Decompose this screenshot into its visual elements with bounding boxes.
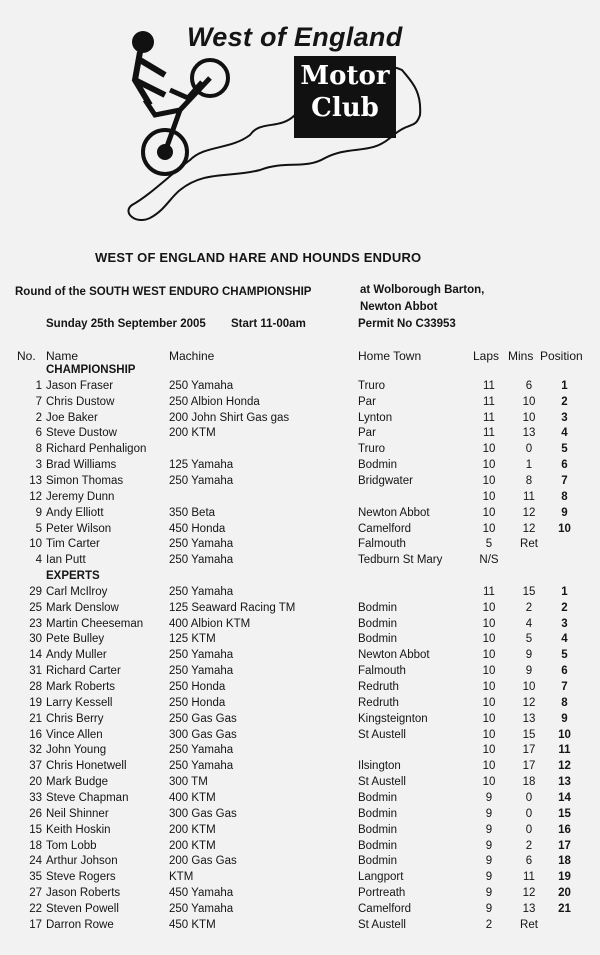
event-start: Start 11-00am (231, 318, 306, 330)
table-row (0, 475, 600, 491)
col-header-laps: Laps (473, 349, 500, 363)
rider-position: 16 (558, 823, 571, 836)
rider-machine: 350 Beta (169, 506, 216, 519)
rider-position: 2 (561, 395, 568, 408)
rider-laps: 10 (482, 522, 496, 535)
rider-machine: 200 KTM (169, 823, 216, 836)
rider-name: Steve Dustow (46, 427, 117, 440)
rider-machine: 125 Yamaha (169, 459, 234, 472)
rider-name: Richard Penhaligon (46, 443, 147, 456)
rider-mins: 18 (522, 776, 536, 789)
rider-position: 1 (561, 379, 568, 392)
rider-laps: 10 (482, 459, 496, 472)
rider-machine: 125 KTM (169, 633, 216, 646)
table-row (0, 776, 600, 792)
rider-machine: 250 Albion Honda (169, 395, 260, 408)
rider-laps: 10 (482, 506, 496, 519)
rider-home-town: Bodmin (358, 601, 397, 614)
badge-text (294, 60, 396, 124)
rider-position: 8 (561, 490, 568, 503)
table-row (0, 903, 600, 919)
table-row (0, 824, 600, 840)
rider-position: 7 (561, 681, 568, 693)
section-title: CHAMPIONSHIP (46, 364, 136, 376)
col-header-home-town: Home Town (358, 349, 422, 363)
table-row (0, 427, 600, 443)
rider-mins: 15 (522, 585, 536, 598)
rider-position: 3 (561, 411, 568, 424)
rider-name: Chris Honetwell (46, 760, 127, 773)
table-row (0, 855, 600, 871)
col-header-no: No. (17, 349, 36, 363)
rider-mins: 1 (525, 459, 533, 472)
rider-position: 5 (561, 443, 568, 456)
rider-number: 18 (29, 839, 42, 852)
rider-number: 15 (29, 823, 42, 836)
rider-mins: 0 (525, 823, 533, 836)
rider-mins: 2 (525, 839, 533, 852)
rider-machine: 250 Yamaha (169, 665, 234, 678)
table-row (0, 586, 600, 602)
rider-name: Neil Shinner (46, 807, 109, 820)
rider-mins: 17 (522, 744, 536, 757)
rider-position: 10 (558, 522, 571, 535)
rider-position: 21 (558, 902, 571, 915)
rider-machine: 250 Honda (169, 681, 226, 693)
rider-mins: 9 (525, 649, 533, 662)
rider-mins: 13 (522, 902, 536, 915)
permit-number: Permit No C33953 (358, 318, 456, 330)
rider-machine: 125 Seaward Racing TM (169, 601, 296, 614)
rider-position: 14 (558, 791, 571, 804)
rider-number: 37 (29, 760, 42, 773)
rider-machine: 250 Yamaha (169, 474, 234, 487)
badge-line-2: Club (311, 93, 379, 123)
rider-number: 2 (35, 411, 42, 424)
rider-helmet-icon (132, 31, 154, 53)
table-row (0, 459, 600, 475)
rider-home-town: Langport (358, 871, 404, 884)
rider-machine: 250 Gas Gas (169, 712, 237, 725)
rider-home-town: Bodmin (358, 807, 397, 820)
rider-home-town: Tedburn St Mary (358, 554, 443, 567)
rider-name: Larry Kessell (46, 696, 113, 709)
table-row (0, 554, 600, 570)
rider-home-town: Truro (358, 443, 386, 456)
rider-number: 35 (29, 871, 42, 884)
rider-laps: 11 (483, 379, 495, 392)
rider-number: 6 (35, 427, 42, 440)
rider-machine: 400 Albion KTM (169, 617, 251, 630)
table-row (0, 443, 600, 459)
col-header-machine: Machine (169, 349, 215, 363)
rider-name: Vince Allen (46, 728, 103, 741)
rider-laps: 10 (482, 601, 496, 614)
rider-name: Mark Denslow (46, 601, 119, 614)
rider-home-town: Bodmin (358, 633, 397, 646)
rider-name: Brad Williams (46, 459, 117, 472)
rider-name: Peter Wilson (46, 522, 112, 535)
rider-home-town: Falmouth (358, 665, 406, 678)
rider-machine: 300 Gas Gas (169, 807, 237, 820)
rider-machine: 450 Yamaha (169, 887, 234, 900)
rider-number: 19 (29, 696, 42, 709)
table-row (0, 871, 600, 887)
rider-mins: 10 (522, 411, 536, 424)
rider-mins: 12 (522, 696, 536, 709)
rider-laps: 10 (482, 490, 496, 503)
rider-number: 17 (29, 918, 42, 931)
rider-machine: 250 Yamaha (169, 379, 234, 392)
rider-mins: 15 (522, 728, 536, 741)
rider-laps: 10 (482, 744, 496, 757)
venue-line-1: at Wolborough Barton, (360, 284, 485, 296)
rider-laps: 9 (485, 839, 493, 852)
rider-position: 5 (561, 649, 568, 662)
rider-number: 24 (29, 855, 42, 868)
rider-machine: 300 Gas Gas (169, 728, 237, 741)
rider-position: 8 (561, 696, 568, 709)
rider-laps: 10 (482, 443, 496, 456)
rider-laps: 10 (482, 696, 496, 709)
rider-number: 7 (35, 395, 42, 408)
rider-position: 2 (561, 601, 568, 614)
rider-position: 17 (558, 839, 571, 852)
rider-home-town: Newton Abbot (358, 649, 430, 662)
rider-position: 10 (558, 728, 571, 741)
rider-laps: 9 (485, 791, 493, 804)
rider-laps: 10 (482, 474, 496, 487)
rider-number: 33 (29, 791, 42, 804)
rider-name: Pete Bulley (46, 633, 105, 646)
rider-laps: 9 (485, 807, 493, 820)
rider-home-town: Bodmin (358, 855, 397, 868)
rider-mins: 12 (522, 887, 536, 900)
table-row (0, 380, 600, 396)
rider-position: 20 (558, 887, 571, 900)
rider-position: 13 (558, 776, 571, 789)
rider-home-town: Bodmin (358, 791, 397, 804)
rider-laps: 10 (482, 728, 496, 741)
rider-home-town: Portreath (358, 887, 406, 900)
event-date: Sunday 25th September 2005 (46, 318, 206, 330)
rider-mins: 6 (525, 855, 533, 868)
rider-mins: 17 (522, 760, 536, 773)
table-row (0, 412, 600, 428)
rider-laps: 9 (485, 855, 493, 868)
rider-number: 32 (29, 744, 42, 757)
rider-home-town: Ilsington (358, 760, 401, 773)
rider-name: Simon Thomas (46, 474, 124, 487)
rider-number: 14 (29, 649, 42, 662)
table-row (0, 697, 600, 713)
rider-number: 5 (35, 522, 42, 535)
rider-name: Jeremy Dunn (46, 490, 115, 503)
rider-mins: 9 (525, 665, 533, 678)
event-title: WEST OF ENGLAND HARE AND HOUNDS ENDURO (95, 250, 422, 265)
rider-position: 6 (561, 459, 568, 472)
rider-home-town: Bodmin (358, 617, 397, 630)
rider-mins: Ret (520, 538, 538, 551)
rider-mins: 13 (522, 712, 536, 725)
rider-mins: 0 (525, 443, 533, 456)
rider-machine: 250 Yamaha (169, 538, 234, 551)
rider-name: Tim Carter (46, 538, 100, 551)
rider-home-town: Par (358, 395, 376, 408)
rider-number: 25 (29, 601, 42, 614)
rider-home-town: Bodmin (358, 839, 397, 852)
rider-name: Carl McIlroy (46, 585, 108, 598)
rider-laps: 10 (482, 633, 496, 646)
table-row (0, 840, 600, 856)
rider-name: Mark Roberts (46, 681, 116, 693)
rider-laps: 11 (483, 395, 495, 408)
rider-number: 30 (29, 633, 42, 646)
rider-laps: 10 (482, 649, 496, 662)
rider-home-town: Truro (358, 379, 386, 392)
rider-name: Andy Muller (46, 649, 107, 662)
rider-machine: 450 Honda (169, 522, 226, 535)
rider-machine: 250 Yamaha (169, 902, 234, 915)
section-title: EXPERTS (46, 570, 100, 583)
rider-position: 19 (558, 871, 571, 884)
table-row (0, 729, 600, 745)
rider-number: 12 (29, 490, 42, 503)
rider-position: 11 (558, 744, 571, 757)
table-row (0, 602, 600, 618)
rider-number: 9 (35, 506, 42, 519)
rider-home-town: Camelford (358, 522, 412, 535)
rider-name: Martin Cheeseman (46, 617, 144, 630)
table-row (0, 744, 600, 760)
rider-machine: 200 Gas Gas (169, 855, 237, 868)
rider-name: Darron Rowe (46, 918, 114, 931)
rider-laps: 9 (485, 902, 493, 915)
table-row (0, 633, 600, 649)
rider-home-town: Bridgwater (358, 474, 413, 487)
club-title: West of England (187, 22, 403, 52)
rider-position: 4 (561, 633, 568, 646)
rider-home-town: Camelford (358, 902, 412, 915)
rider-name: Steve Chapman (46, 791, 129, 804)
table-row (0, 491, 600, 507)
rider-home-town: St Austell (358, 776, 406, 789)
rider-number: 22 (29, 902, 42, 915)
table-row (0, 396, 600, 412)
table-row (0, 523, 600, 539)
rider-number: 1 (35, 379, 42, 392)
rider-name: Joe Baker (46, 411, 98, 424)
rider-position: 6 (561, 665, 568, 678)
rider-name: Mark Budge (46, 776, 109, 789)
rider-name: Jason Fraser (46, 379, 114, 392)
rider-mins: 5 (525, 633, 533, 646)
rider-laps: 10 (482, 760, 496, 773)
table-row (0, 760, 600, 776)
rider-position: 7 (561, 474, 568, 487)
rider-laps: 10 (482, 712, 496, 725)
table-row (0, 538, 600, 554)
rider-number: 23 (29, 617, 42, 630)
rider-body-icon (135, 52, 165, 105)
rider-number: 21 (29, 712, 42, 725)
rider-machine: 450 KTM (169, 918, 216, 931)
rider-laps: 11 (483, 585, 495, 598)
table-row (0, 808, 600, 824)
rider-position: 9 (561, 506, 568, 519)
table-row (0, 681, 600, 697)
rider-machine: 200 John Shirt Gas gas (169, 411, 290, 424)
rider-laps: N/S (479, 554, 499, 567)
rider-mins: 0 (525, 791, 533, 804)
table-row (0, 713, 600, 729)
rider-machine: 250 Yamaha (169, 744, 234, 757)
rider-mins: 8 (525, 474, 533, 487)
rider-mins: 12 (522, 522, 536, 535)
rider-home-town: Lynton (358, 411, 393, 424)
rider-laps: 9 (485, 871, 493, 884)
rider-mins: 13 (522, 427, 536, 440)
rider-laps: 10 (482, 681, 496, 693)
rider-position: 3 (561, 617, 568, 630)
rider-home-town: Newton Abbot (358, 506, 430, 519)
rider-laps: 10 (482, 665, 496, 678)
rider-position: 12 (558, 760, 571, 773)
rider-mins: 10 (522, 681, 536, 693)
round-text: Round of the SOUTH WEST ENDURO CHAMPIONSHIP (15, 286, 312, 298)
rider-machine: 300 TM (169, 776, 208, 789)
rider-laps: 10 (482, 617, 496, 630)
rider-laps: 10 (482, 776, 496, 789)
rider-home-town: Par (358, 427, 376, 440)
rider-mins: 4 (525, 617, 533, 630)
rider-laps: 2 (485, 918, 493, 931)
rider-name: Ian Putt (46, 554, 86, 567)
venue-line-2: Newton Abbot (360, 301, 438, 313)
rider-machine: 250 Yamaha (169, 554, 234, 567)
rider-name: Steve Rogers (46, 871, 116, 884)
rider-number: 13 (29, 474, 42, 487)
rider-mins: 12 (522, 506, 536, 519)
rider-number: 10 (29, 538, 42, 551)
rider-number: 26 (29, 807, 42, 820)
rider-home-town: St Austell (358, 918, 406, 931)
rider-name: Tom Lobb (46, 839, 97, 852)
rider-home-town: Redruth (358, 696, 399, 709)
rider-number: 28 (29, 681, 42, 693)
rider-machine: 400 KTM (169, 791, 216, 804)
rider-machine: 250 Honda (169, 696, 226, 709)
table-row (0, 665, 600, 681)
rider-mins: 2 (525, 601, 533, 614)
rider-mins: 11 (523, 490, 535, 503)
rider-laps: 5 (485, 538, 493, 551)
rider-number: 8 (35, 443, 42, 456)
rider-number: 29 (29, 585, 42, 598)
rider-laps: 11 (483, 411, 495, 424)
badge-line-1: Motor (300, 61, 390, 91)
rider-name: Steven Powell (46, 902, 119, 915)
rider-position: 18 (558, 855, 571, 868)
rider-name: Jason Roberts (46, 887, 121, 900)
rider-machine: 200 KTM (169, 839, 216, 852)
rider-number: 27 (29, 887, 42, 900)
rider-name: Arthur Johson (46, 855, 118, 868)
rider-name: Andy Elliott (46, 506, 104, 519)
rider-number: 20 (29, 776, 42, 789)
rider-name: Chris Berry (46, 712, 104, 725)
rider-number: 3 (35, 459, 42, 472)
rider-machine: 250 Yamaha (169, 585, 234, 598)
rider-mins: 11 (523, 871, 535, 884)
rider-number: 16 (29, 728, 42, 741)
rider-mins: 6 (525, 379, 533, 392)
rider-home-town: Falmouth (358, 538, 406, 551)
rider-machine: 250 Yamaha (169, 649, 234, 662)
rider-number: 31 (29, 665, 42, 678)
table-row (0, 507, 600, 523)
table-row (0, 792, 600, 808)
rider-position: 9 (561, 712, 568, 725)
col-header-position: Position (540, 349, 583, 363)
section-heading (0, 364, 600, 380)
rider-name: Chris Dustow (46, 395, 115, 408)
col-header-mins: Mins (508, 349, 534, 363)
rider-position: 4 (561, 427, 568, 440)
rider-position: 15 (558, 807, 571, 820)
section-heading (0, 570, 600, 586)
rider-machine: KTM (169, 871, 194, 884)
rider-position: 1 (561, 585, 568, 598)
rider-machine: 200 KTM (169, 427, 216, 440)
rider-name: Keith Hoskin (46, 823, 111, 836)
rider-name: Richard Carter (46, 665, 121, 678)
rider-name: John Young (46, 744, 107, 757)
table-row (0, 618, 600, 634)
rider-machine: 250 Yamaha (169, 760, 234, 773)
rider-home-town: Kingsteignton (358, 712, 428, 725)
table-row (0, 887, 600, 903)
rider-mins: Ret (520, 918, 538, 931)
col-header-name: Name (46, 349, 79, 363)
table-row (0, 919, 600, 935)
motor-club-badge (294, 56, 396, 138)
table-row (0, 649, 600, 665)
rider-number: 4 (35, 554, 42, 567)
rider-mins: 10 (522, 395, 536, 408)
rider-home-town: Bodmin (358, 459, 397, 472)
rider-home-town: St Austell (358, 728, 406, 741)
rider-home-town: Redruth (358, 681, 399, 693)
rider-laps: 9 (485, 823, 493, 836)
rider-laps: 9 (485, 887, 493, 900)
rider-home-town: Bodmin (358, 823, 397, 836)
rider-mins: 0 (525, 807, 533, 820)
rider-laps: 11 (483, 427, 495, 440)
